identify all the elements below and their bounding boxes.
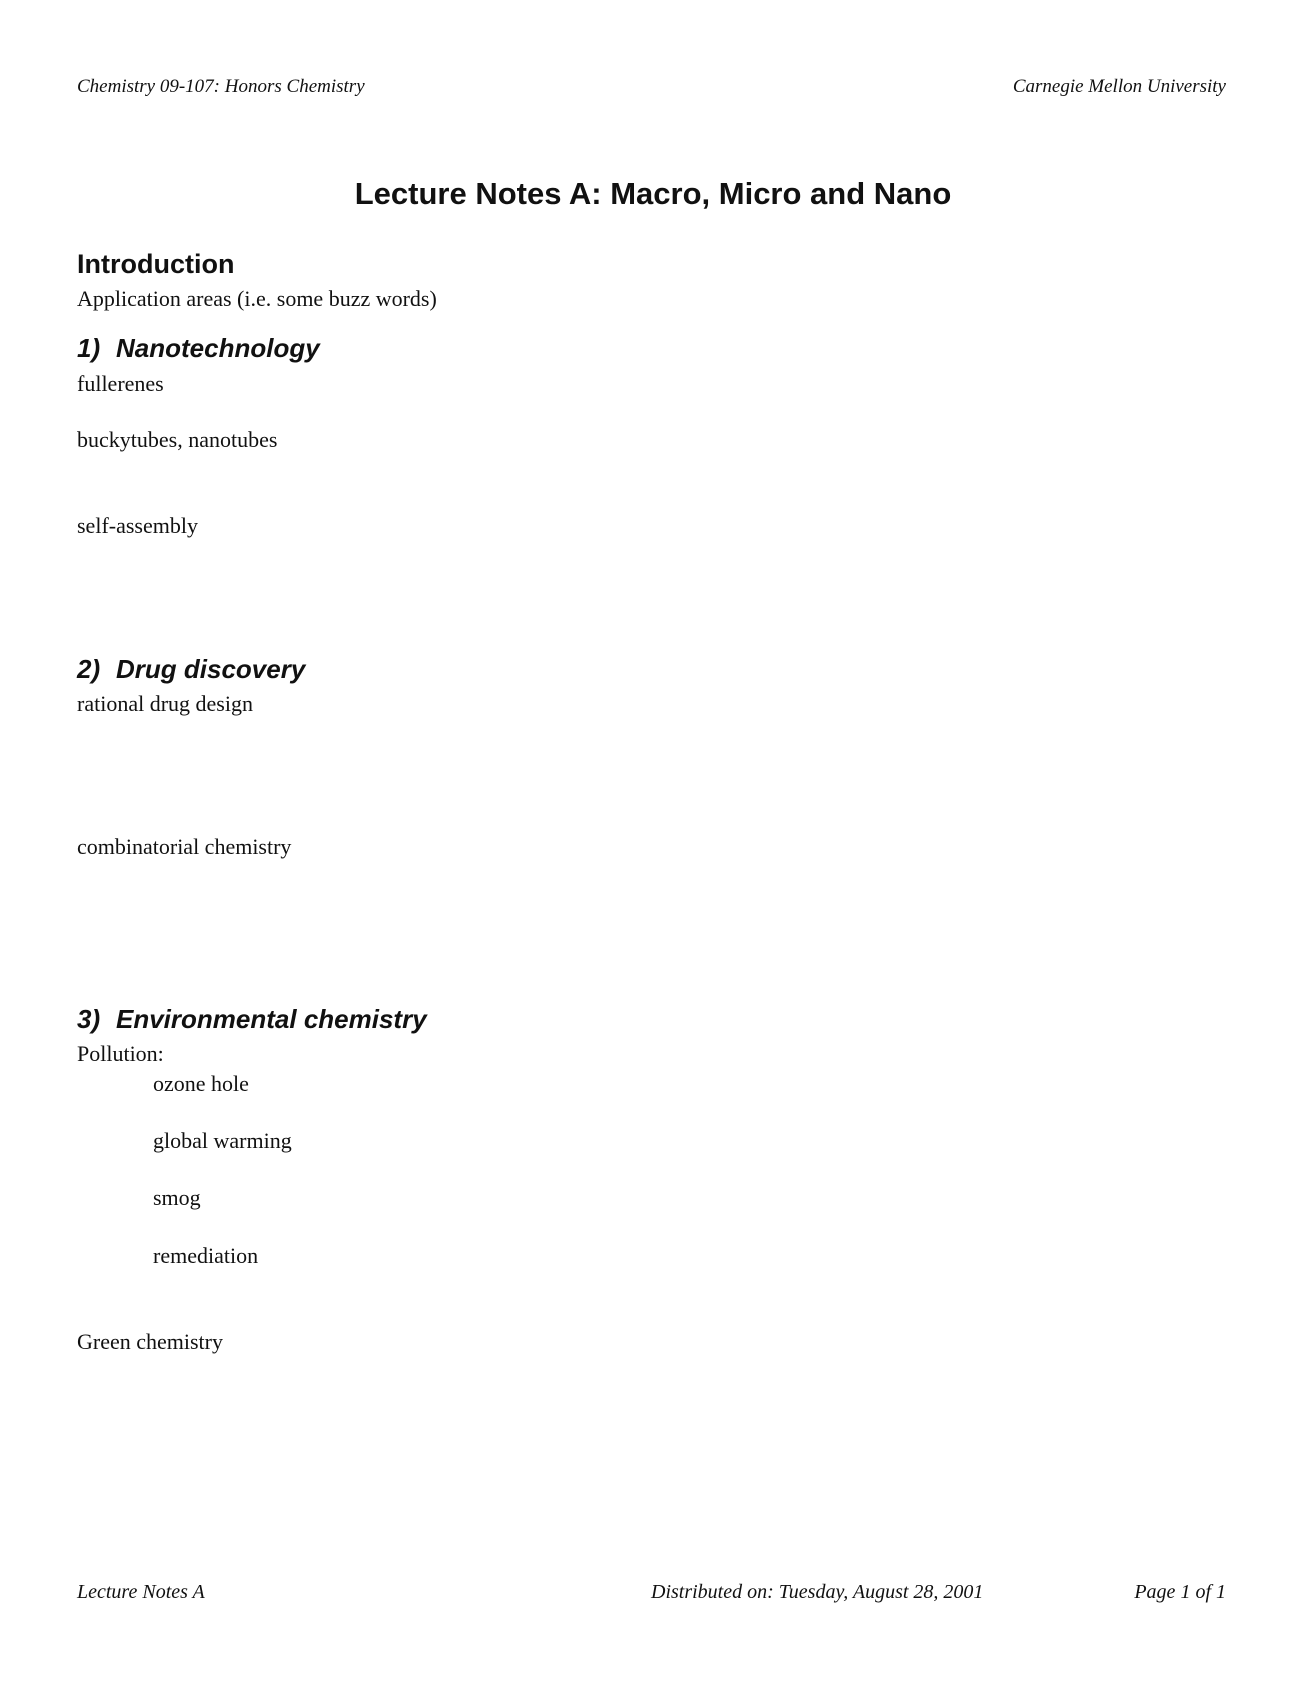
section-number: 2) bbox=[77, 654, 101, 684]
list-item: combinatorial chemistry bbox=[77, 834, 292, 859]
section-heading-drug-discovery bbox=[77, 654, 305, 685]
intro-heading: Introduction bbox=[77, 249, 235, 279]
section-number: 3) bbox=[77, 1004, 101, 1034]
section-title: Environmental chemistry bbox=[116, 1004, 427, 1034]
sub-list-item: smog bbox=[153, 1185, 201, 1210]
list-item: Green chemistry bbox=[77, 1329, 223, 1354]
intro-text: Application areas (i.e. some buzz words) bbox=[77, 286, 437, 311]
list-item: Pollution: bbox=[77, 1041, 164, 1066]
sub-list-item: ozone hole bbox=[153, 1071, 249, 1096]
page-title: Lecture Notes A: Macro, Micro and Nano bbox=[354, 176, 952, 211]
header-university: Carnegie Mellon University bbox=[1012, 76, 1226, 97]
list-item: self-assembly bbox=[77, 513, 198, 538]
section-title: Nanotechnology bbox=[116, 333, 320, 363]
section-number: 1) bbox=[77, 333, 101, 363]
footer-page-number: Page 1 of 1 bbox=[1134, 1581, 1226, 1603]
section-title: Drug discovery bbox=[116, 654, 306, 684]
list-item: rational drug design bbox=[77, 691, 253, 716]
section-heading-nanotechnology bbox=[77, 333, 320, 364]
section-heading-environmental-chemistry bbox=[77, 1004, 427, 1035]
sub-list-item: global warming bbox=[153, 1128, 292, 1153]
list-item: fullerenes bbox=[77, 371, 164, 396]
header-course: Chemistry 09-107: Honors Chemistry bbox=[77, 76, 365, 97]
footer-doc-name: Lecture Notes A bbox=[77, 1581, 205, 1603]
sub-list-item: remediation bbox=[153, 1243, 259, 1268]
list-item: buckytubes, nanotubes bbox=[77, 427, 278, 452]
footer-distributed-date: Distributed on: Tuesday, August 28, 2001 bbox=[651, 1581, 984, 1603]
